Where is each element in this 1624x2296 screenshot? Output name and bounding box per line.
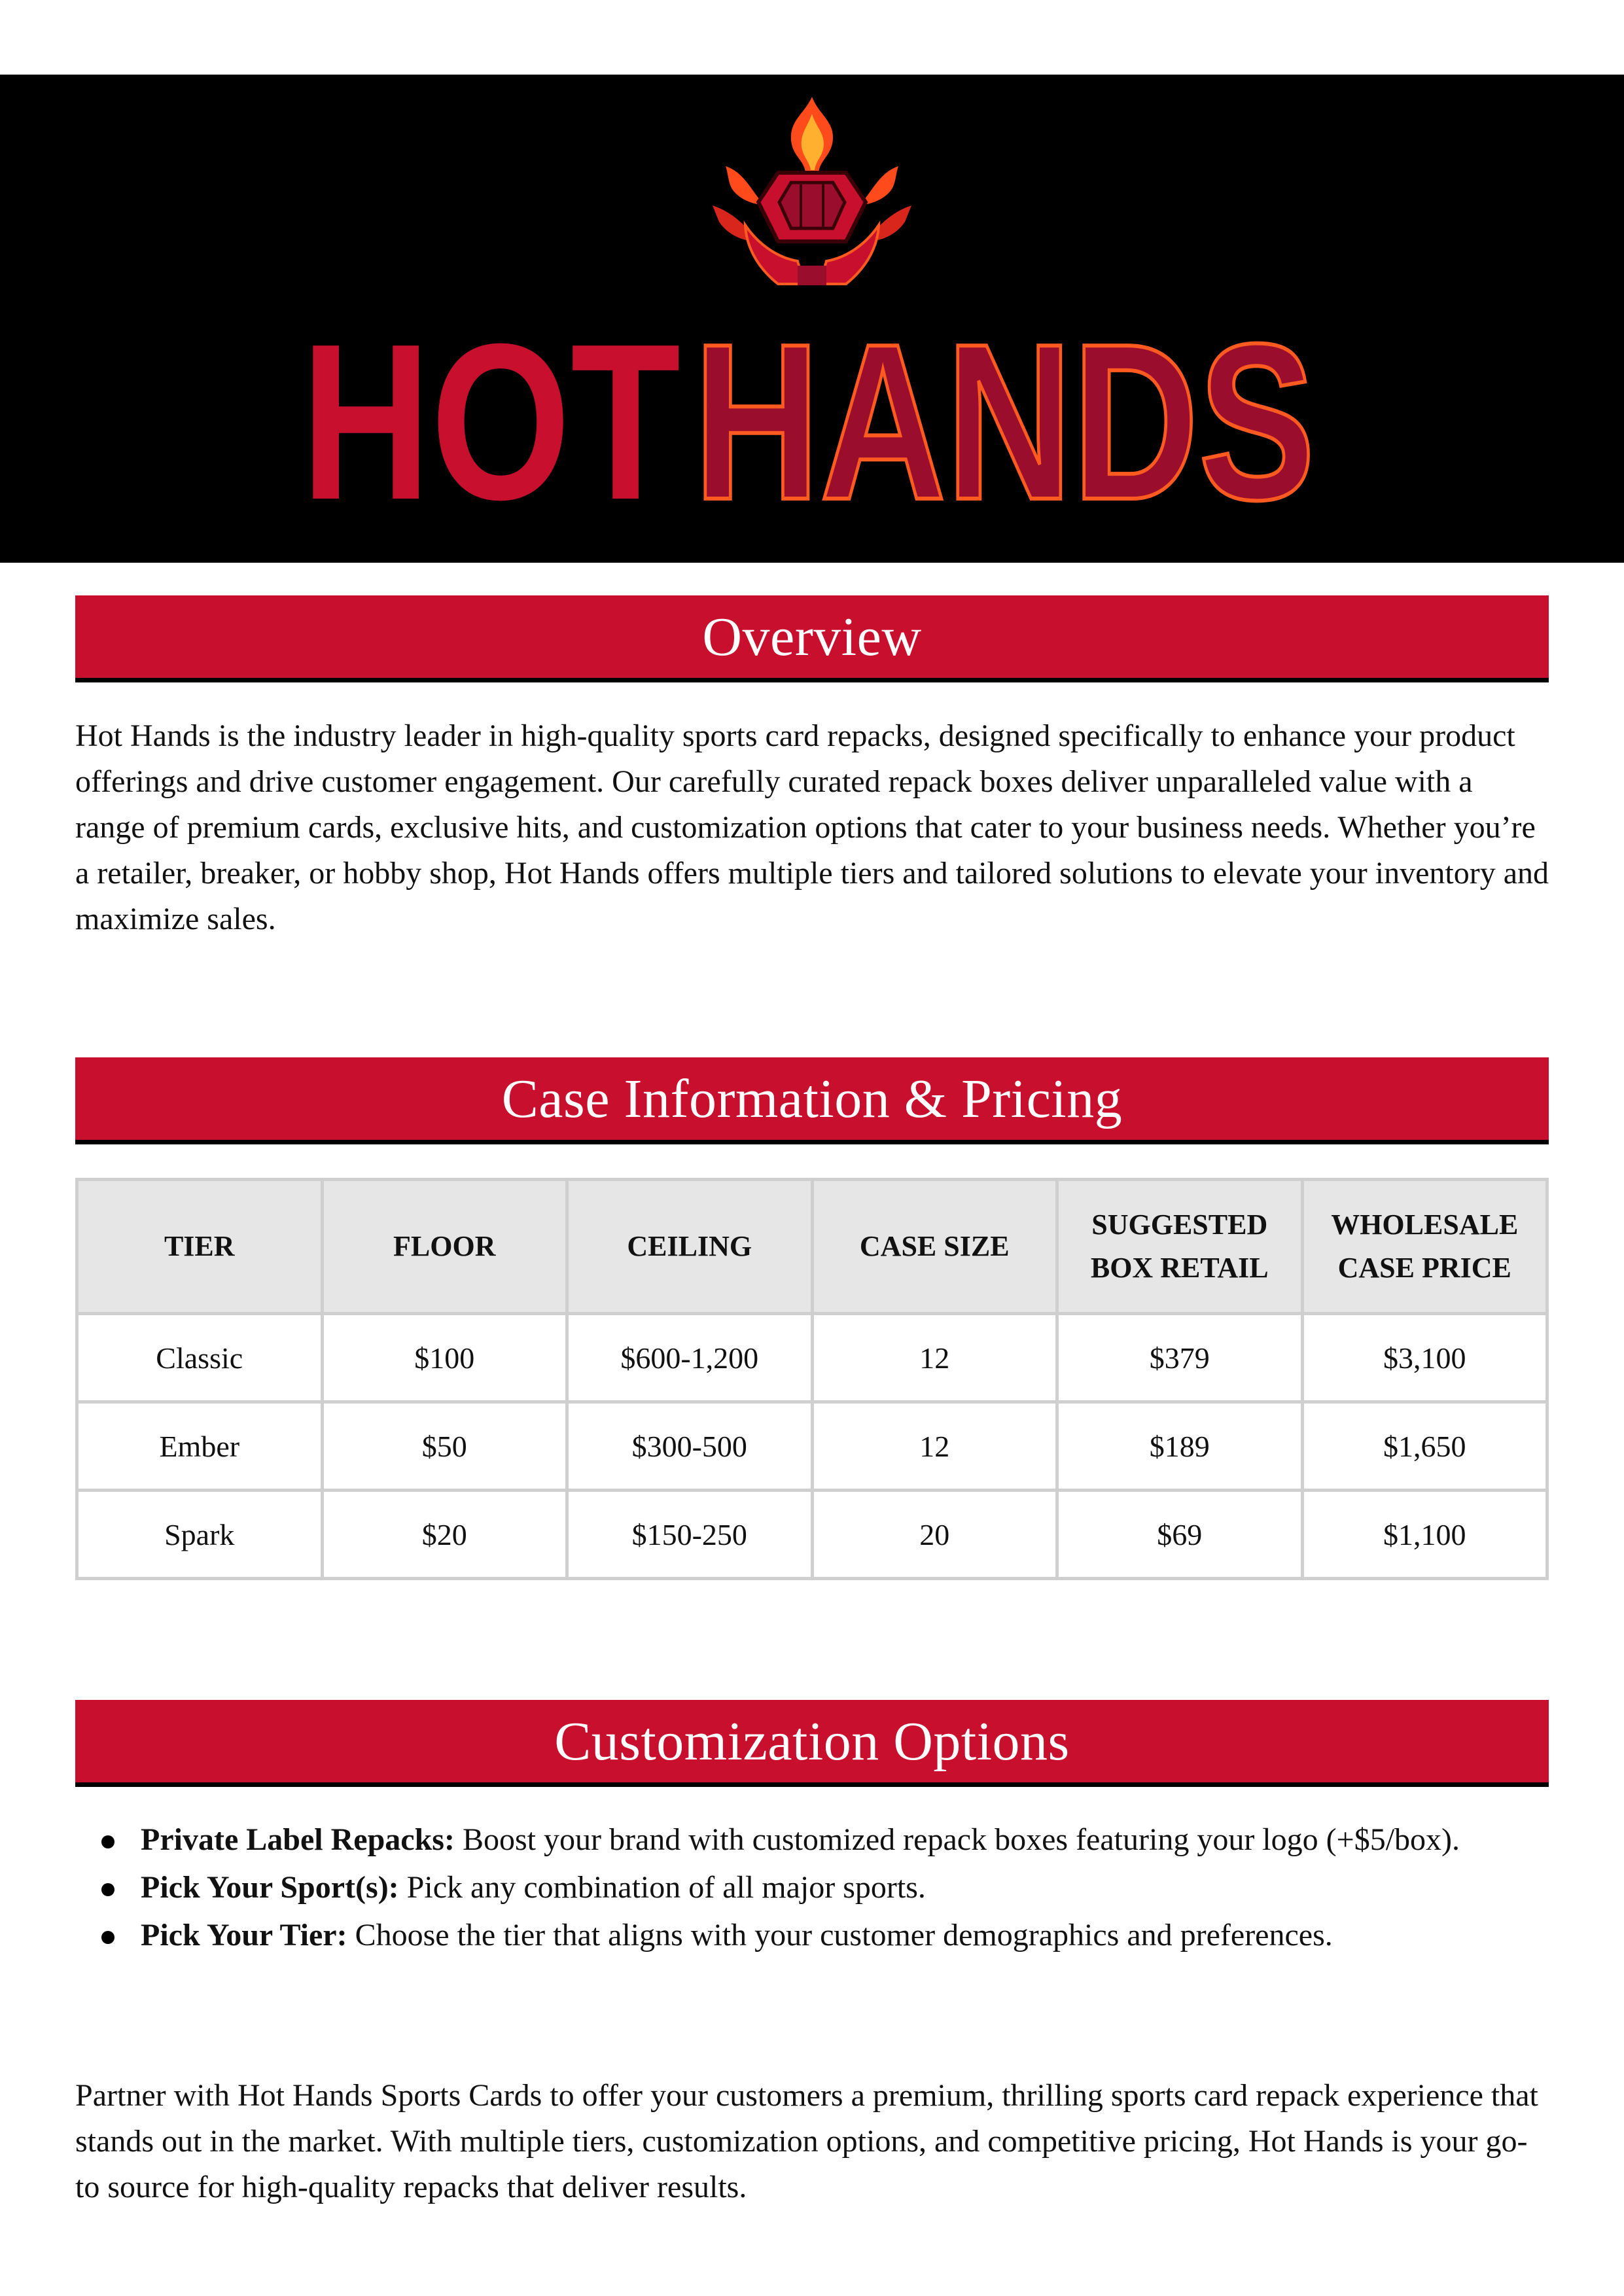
logo-text-hands: HANDS [694, 298, 1315, 546]
cell-box-retail: $69 [1057, 1491, 1303, 1579]
cell-case-price: $1,650 [1302, 1402, 1547, 1491]
cell-floor: $100 [322, 1314, 567, 1402]
column-header-floor: FLOOR [322, 1180, 567, 1314]
option-text: Boost your brand with customized repack boxes featuring your logo (+$5/box). [454, 1822, 1460, 1857]
cell-ceiling: $600-1,200 [567, 1314, 813, 1402]
table-row [77, 1491, 1547, 1579]
cell-tier: Classic [77, 1314, 323, 1402]
cell-tier: Ember [77, 1402, 323, 1491]
cell-floor: $50 [322, 1402, 567, 1491]
cell-case-size: 12 [812, 1314, 1057, 1402]
column-header-tier: TIER [77, 1180, 323, 1314]
hero-banner [0, 75, 1624, 563]
list-item [75, 1911, 1567, 1959]
option-title: Private Label Repacks: [141, 1822, 455, 1857]
table-row [77, 1402, 1547, 1491]
cell-box-retail: $379 [1057, 1314, 1303, 1402]
option-title: Pick Your Sport(s): [141, 1870, 399, 1905]
list-item [75, 1863, 1567, 1911]
column-header-wholesale-case-price: WHOLESALE CASE PRICE [1302, 1180, 1547, 1314]
cell-case-price: $3,100 [1302, 1314, 1547, 1402]
customization-heading: Customization Options [75, 1700, 1549, 1787]
cell-box-retail: $189 [1057, 1402, 1303, 1491]
option-title: Pick Your Tier: [141, 1918, 347, 1952]
option-text: Pick any combination of all major sports. [398, 1870, 926, 1905]
list-item [75, 1816, 1567, 1863]
bullet-icon [101, 1883, 115, 1896]
cell-case-size: 20 [812, 1491, 1057, 1579]
column-header-suggested-box-retail: SUGGESTED BOX RETAIL [1057, 1180, 1303, 1314]
pricing-table [75, 1178, 1549, 1580]
hot-hands-wordmark [301, 291, 1322, 546]
table-header-row [77, 1180, 1547, 1314]
bullet-icon [101, 1835, 115, 1848]
customization-list [75, 1816, 1567, 1959]
table-row [77, 1314, 1547, 1402]
cell-floor: $20 [322, 1491, 567, 1579]
overview-heading: Overview [75, 595, 1549, 682]
bullet-icon [101, 1931, 115, 1944]
cell-ceiling: $150-250 [567, 1491, 813, 1579]
column-header-ceiling: CEILING [567, 1180, 813, 1314]
flame-hands-gem-icon [706, 94, 918, 291]
overview-paragraph: Hot Hands is the industry leader in high-quality sports card repacks, designed specifically to enhance your product offerings and drive customer engagement. Our carefully curated repack boxes deliver unparalleled value with a range of premium cards, exclusive hits, and customization options that cater to your business needs. Whether you’re a retailer, breaker, or hobby shop, Hot Hands offers multiple tiers and tailored solutions to elevate your inventory and maximize sales. [75, 718, 1549, 936]
cell-case-size: 12 [812, 1402, 1057, 1491]
cell-tier: Spark [77, 1491, 323, 1579]
logo-text-hot: HOT [301, 298, 680, 546]
cell-case-price: $1,100 [1302, 1491, 1547, 1579]
column-header-case-size: CASE SIZE [812, 1180, 1057, 1314]
pricing-heading: Case Information & Pricing [75, 1057, 1549, 1144]
option-text: Choose the tier that aligns with your customer demographics and preferences. [347, 1918, 1333, 1952]
cell-ceiling: $300-500 [567, 1402, 813, 1491]
closing-paragraph: Partner with Hot Hands Sports Cards to offer your customers a premium, thrilling sports card repack experience that stands out in the market. With multiple tiers, customization options, and competitive pricing, Hot Hands is your go-to source for high-quality repacks that deliver results. [75, 2078, 1538, 2204]
